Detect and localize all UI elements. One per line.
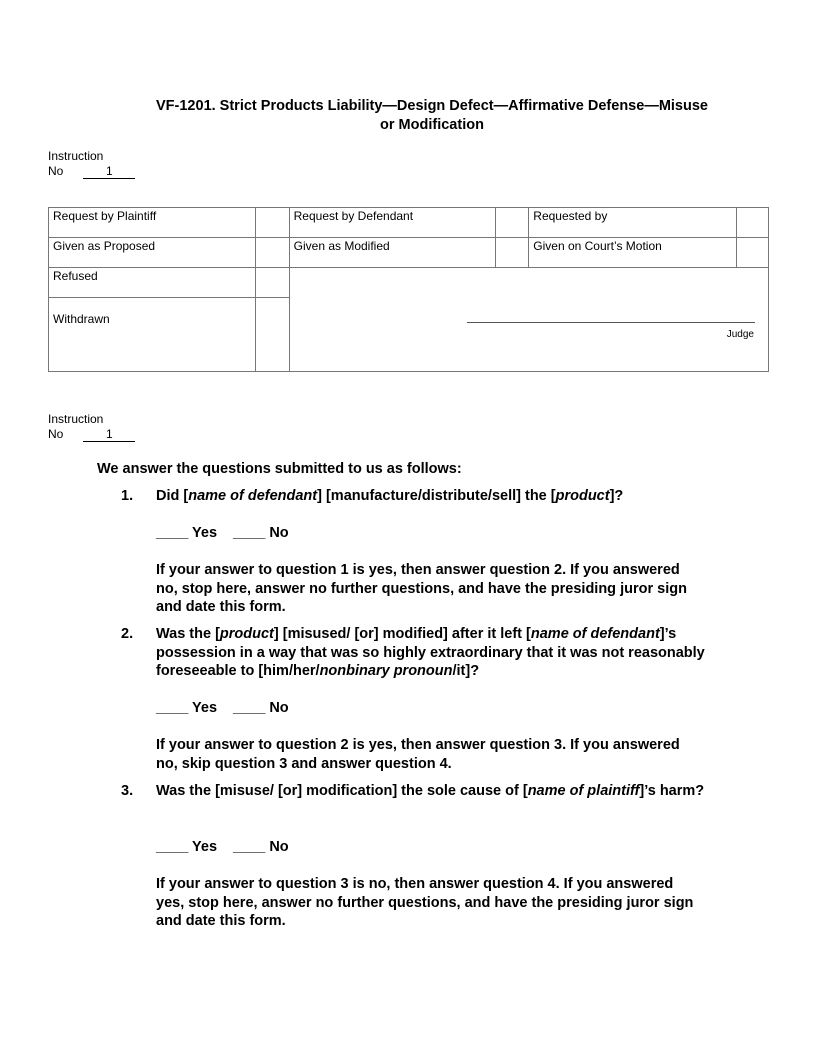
request-by-plaintiff-label: Request by Plaintiff xyxy=(49,208,256,238)
question-text-part: ]’s possession in a way that was so highly extraordinary that it was not reasonably foreseeable to [him/her/ xyxy=(156,626,705,679)
no-option[interactable]: ____ No xyxy=(233,839,289,855)
document-title xyxy=(100,97,764,135)
question-text-part: ] [misused/ [or] modified] after it left [ xyxy=(273,626,531,642)
follow-up-instruction: If your answer to question 2 is yes, then answer question 3. If you answered no, skip question 3 and answer question 4. xyxy=(156,737,680,772)
title-line-1: VF-1201. Strict Products Liability—Design Defect—Affirmative Defense—Misuse xyxy=(156,98,708,114)
requested-by-label: Requested by xyxy=(529,208,737,238)
yes-option[interactable]: ____ Yes xyxy=(156,839,218,855)
no-label: No xyxy=(48,427,64,441)
placeholder-text: name of defendant xyxy=(530,626,660,642)
placeholder-text: product xyxy=(219,626,274,642)
instruction-label: Instruction xyxy=(48,149,104,163)
requested-by-box[interactable] xyxy=(736,208,768,238)
no-option[interactable]: ____ No xyxy=(233,700,289,716)
question-text-part: Was the [misuse/ [or] modification] the sole cause of [ xyxy=(156,783,528,799)
placeholder-text: name of defendant xyxy=(188,488,318,504)
instruction-status-table xyxy=(48,207,769,372)
judge-signature-area xyxy=(289,268,768,372)
given-as-proposed-box[interactable] xyxy=(255,238,289,268)
question-number: 2. xyxy=(121,626,134,642)
no-option[interactable]: ____ No xyxy=(233,525,289,541)
question-text-part: Did [ xyxy=(156,488,189,504)
request-by-plaintiff-box[interactable] xyxy=(255,208,289,238)
instruction-number-field[interactable]: 1 xyxy=(83,165,135,179)
question-number: 3. xyxy=(121,783,134,799)
question-text-part: ]? xyxy=(609,488,624,504)
question-number: 1. xyxy=(121,488,134,504)
judge-signature-line[interactable] xyxy=(467,322,755,323)
question-text xyxy=(156,487,736,506)
placeholder-text: nonbinary pronoun xyxy=(319,663,453,679)
no-label: No xyxy=(48,164,64,178)
placeholder-text: product xyxy=(555,488,610,504)
question-text-part: ]’s harm? xyxy=(639,783,705,799)
yes-option[interactable]: ____ Yes xyxy=(156,700,218,716)
instruction-number-block-2 xyxy=(48,412,135,442)
question-text-part: Was the [ xyxy=(156,626,220,642)
instruction-number-block-1 xyxy=(48,149,135,179)
intro-text: We answer the questions submitted to us as follows: xyxy=(97,461,462,477)
follow-up-instruction: If your answer to question 1 is yes, then answer question 2. If you answered no, stop here, answer no further questions, and have the presiding juror sign and date this form. xyxy=(156,562,687,615)
given-on-courts-motion-box[interactable] xyxy=(736,238,768,268)
refused-label: Refused xyxy=(49,268,256,298)
question-text-part: ] [manufacture/distribute/sell] the [ xyxy=(317,488,556,504)
refused-box[interactable] xyxy=(255,268,289,298)
yes-no-answer xyxy=(156,699,736,718)
yes-no-answer xyxy=(156,838,736,857)
instruction-label: Instruction xyxy=(48,412,104,426)
given-as-proposed-label: Given as Proposed xyxy=(49,238,256,268)
request-by-defendant-label: Request by Defendant xyxy=(289,208,496,238)
title-line-2: or Modification xyxy=(380,117,484,133)
given-as-modified-label: Given as Modified xyxy=(289,238,496,268)
follow-up-instruction: If your answer to question 3 is no, then answer question 4. If you answered yes, stop here, answer no further questions, and have the presiding juror sign and date this form. xyxy=(156,876,694,929)
placeholder-text: name of plaintiff xyxy=(527,783,640,799)
yes-option[interactable]: ____ Yes xyxy=(156,525,218,541)
instruction-number-field[interactable]: 1 xyxy=(83,428,135,442)
question-text xyxy=(156,782,736,801)
request-by-defendant-box[interactable] xyxy=(496,208,529,238)
given-as-modified-box[interactable] xyxy=(496,238,529,268)
question-text xyxy=(156,625,736,681)
given-on-courts-motion-label: Given on Court’s Motion xyxy=(529,238,737,268)
judge-label: Judge xyxy=(726,329,754,340)
yes-no-answer xyxy=(156,524,736,543)
question-text-part: /it]? xyxy=(452,663,480,679)
withdrawn-box[interactable] xyxy=(255,298,289,372)
withdrawn-label: Withdrawn xyxy=(49,298,256,372)
